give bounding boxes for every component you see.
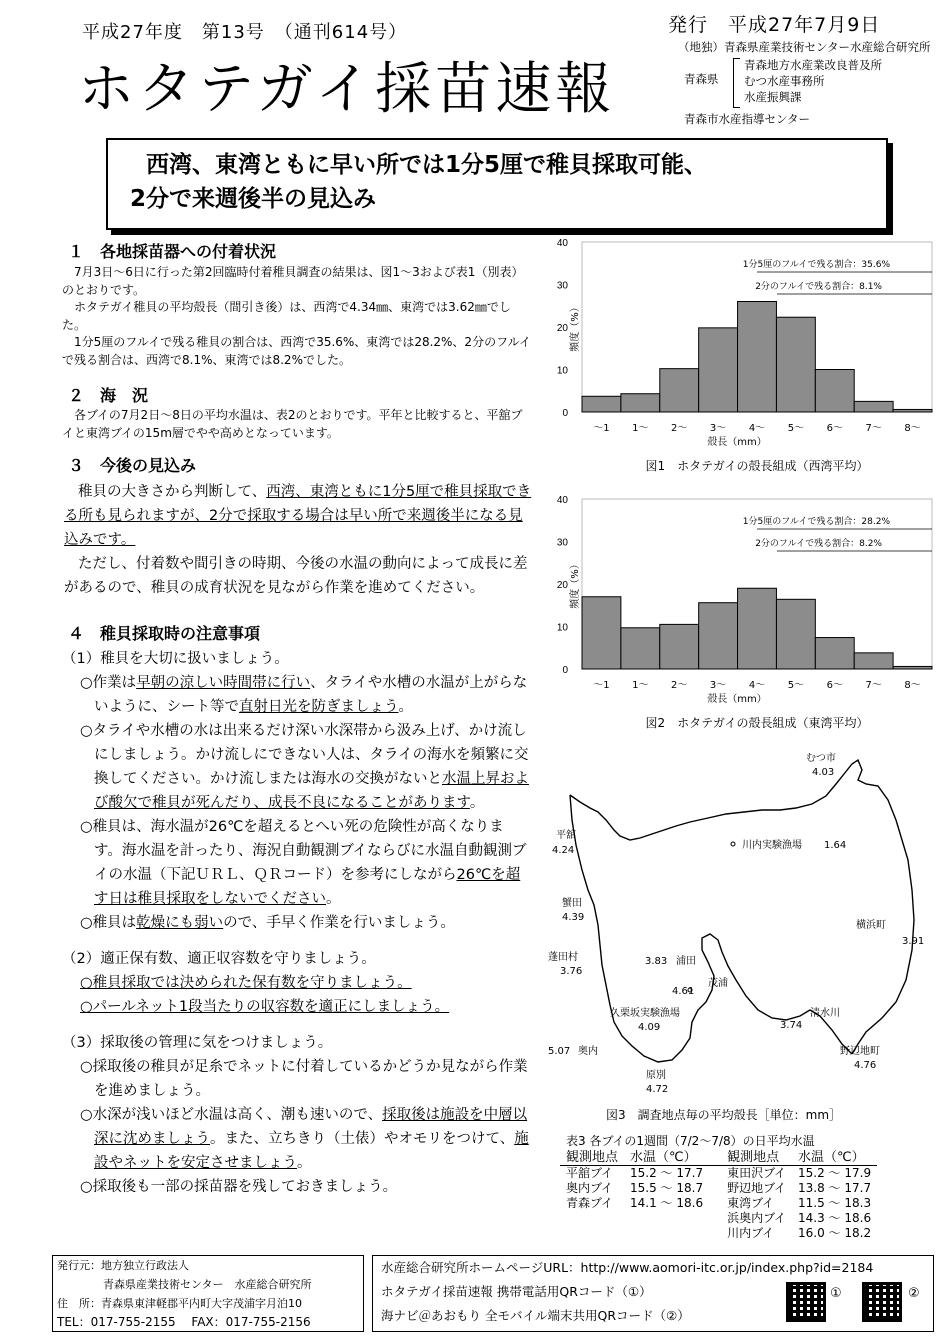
site-kawauchi-name: 川内実験漁場 bbox=[742, 840, 802, 851]
bullet-2-b: 。 bbox=[469, 795, 485, 811]
qr-code-1-icon[interactable] bbox=[786, 1282, 826, 1322]
site-mutsu-value: 4.03 bbox=[812, 767, 835, 778]
bar bbox=[699, 603, 738, 669]
table-3-header: 水温（℃） bbox=[798, 1150, 865, 1165]
bullet-1-b: 、タライや水槽の水温が上がらないように、シート等で bbox=[94, 675, 528, 715]
x-tick-label: 4～ bbox=[748, 423, 766, 434]
footer-links bbox=[372, 1255, 934, 1332]
y-tick-label: 40 bbox=[556, 238, 568, 249]
site-kuguri-value: 4.09 bbox=[638, 1022, 661, 1033]
table-cell: 14.1 ～ 18.6 bbox=[630, 1196, 704, 1210]
bullet-1-a: ○作業は bbox=[80, 675, 137, 691]
coastline-mutsu-bay-west bbox=[570, 795, 852, 1062]
table-3-title: 表3 各ブイの1週間（7/2～7/8）の日平均水温 bbox=[566, 1134, 815, 1148]
section-2-body bbox=[62, 407, 532, 442]
qr-code-1-label: ① bbox=[830, 1286, 842, 1301]
section-4-bullet-8 bbox=[76, 1103, 530, 1175]
bar bbox=[893, 666, 932, 669]
table-cell bbox=[624, 1211, 721, 1226]
table-cell bbox=[560, 1226, 624, 1241]
org-research-institute: （地独）青森県産業技術センター水産総合研究所 bbox=[678, 40, 931, 54]
y-tick-label: 20 bbox=[556, 580, 568, 591]
table-3 bbox=[560, 1150, 877, 1241]
annotation-2bu: 2分のフルイで残る割合：8.2% bbox=[755, 539, 882, 549]
bullet-8-b: 。また、立ちきり（土俵）やオモリをつけて、 bbox=[210, 1131, 515, 1147]
section-4-sub-3: （3）採取後の管理に気をつけましょう。 bbox=[62, 1035, 333, 1051]
table-cell: 川内ブイ bbox=[727, 1226, 775, 1240]
table-3-header: 観測地点 bbox=[727, 1150, 780, 1165]
table-cell: 東湾ブイ bbox=[727, 1196, 775, 1210]
bullet-1-u2: 直射日光を防ぎましょう bbox=[239, 699, 399, 715]
section-4-bullet-9: ○採取後も一部の採苗器を残しておきましょう。 bbox=[80, 1179, 398, 1195]
map-caption: 図3 調査地点毎の平均殻長［単位：mm］ bbox=[606, 1108, 842, 1122]
section-4-bullet-6: ○パールネット1段当たりの収容数を適正にしましょう。 bbox=[80, 999, 450, 1015]
site-urata-value: 3.83 bbox=[645, 956, 668, 967]
section-3-body bbox=[64, 480, 536, 600]
table-cell bbox=[624, 1226, 721, 1241]
table-cell: 浜奥内ブイ bbox=[727, 1211, 787, 1225]
bar bbox=[854, 653, 893, 669]
x-tick-label: 1～ bbox=[632, 680, 649, 691]
site-kanita-name: 蟹田 bbox=[562, 898, 582, 909]
x-tick-label: 6～ bbox=[826, 680, 843, 691]
table-cell: 11.5 ～ 18.3 bbox=[798, 1196, 872, 1210]
bar bbox=[699, 328, 738, 412]
site-harabetsu-name: 原別 bbox=[646, 1070, 666, 1081]
bar bbox=[660, 369, 699, 412]
table-cell: 東田沢ブイ bbox=[727, 1166, 787, 1180]
chart-west-bay bbox=[540, 230, 935, 480]
footer-l2: 青森県産業技術センター 水産総合研究所 bbox=[103, 1278, 312, 1291]
chart-caption: 図1 ホタテガイの殻長組成（西湾平均） bbox=[645, 459, 869, 473]
table-row bbox=[560, 1196, 877, 1211]
site-kanita-value: 4.39 bbox=[562, 912, 585, 923]
bullet-1-u1: 早朝の涼しい時間帯に行い bbox=[136, 675, 311, 691]
section-1-p1: 7月3日～6日に行った第2回臨時付着稚貝調査の結果は、図1～3および表1（別表）のとおりです。 bbox=[62, 265, 524, 297]
newsletter-title: ホタテガイ採苗速報 bbox=[78, 57, 616, 122]
bar bbox=[776, 599, 815, 669]
org-prefecture-label: 青森県 bbox=[684, 72, 719, 86]
qr-code-2-icon[interactable] bbox=[862, 1282, 902, 1322]
bar bbox=[776, 317, 815, 412]
qr-code-2-label: ② bbox=[908, 1286, 920, 1301]
x-axis-label: 殻長（mm） bbox=[707, 694, 767, 705]
section-1-p2: ホタテガイ稚貝の平均殻長（間引き後）は、西湾で4.34㎜、東湾では3.62㎜でした。 bbox=[62, 300, 511, 332]
bullet-2-a: ○タライや水槽の水は出来るだけ深い水深帯から汲み上げ、かけ流しにしましょう。かけ流しにできない人は、タライの海水を頻繁に交換してください。かけ流しまたは海水の交換がないと bbox=[80, 723, 529, 787]
section-4-bullet-3 bbox=[76, 815, 530, 911]
site-yokohama-name: 横浜町 bbox=[856, 920, 886, 931]
x-tick-label: 8～ bbox=[904, 680, 921, 691]
bullet-8-a: ○水深が浅いほど水温は高く、潮も速いので、 bbox=[80, 1107, 383, 1123]
bullet-3-b: 。 bbox=[326, 891, 341, 907]
annotation-15rin: 1分5厘のフルイで残る割合：35.6% bbox=[742, 260, 890, 270]
x-tick-label: 8～ bbox=[904, 423, 921, 434]
y-tick-label: 10 bbox=[556, 365, 568, 377]
table-cell: 15.2 ～ 17.7 bbox=[630, 1166, 704, 1180]
headline-line-2: 2分で来週後半の見込み bbox=[130, 186, 377, 212]
section-1-body bbox=[62, 264, 532, 369]
table-cell: 平舘ブイ bbox=[566, 1166, 613, 1180]
site-okunai-value: 5.07 bbox=[548, 1046, 571, 1057]
x-tick-label: ～1 bbox=[593, 680, 610, 691]
y-axis-label: 頻度（%） bbox=[570, 559, 581, 609]
table-row bbox=[560, 1226, 877, 1241]
x-tick-label: 1～ bbox=[632, 423, 649, 434]
footer-qr2-label: 海ナビ＠あおもり 全モバイル端末共用QRコード（②） bbox=[381, 1308, 690, 1323]
bar bbox=[738, 588, 777, 669]
table-cell: 15.5 ～ 18.7 bbox=[630, 1181, 704, 1195]
org-extension-office: 青森地方水産業改良普及所 bbox=[744, 58, 882, 72]
site-yomogita-name: 蓬田村 bbox=[548, 952, 578, 963]
bar bbox=[582, 396, 621, 412]
footer-url[interactable]: 水産総合研究所ホームページURL：http://www.aomori-itc.or.jp/index.php?id=2184 bbox=[381, 1260, 874, 1275]
section-2-p1: 各ブイの7月2日～8日の平均水温は、表2のとおりです。平年と比較すると、平舘ブイと東湾ブイの15m層でやや高めとなっています。 bbox=[62, 408, 523, 440]
section-3-title: ３ 今後の見込み bbox=[68, 456, 197, 475]
table-cell: 13.8 ～ 17.7 bbox=[798, 1181, 872, 1195]
y-tick-label: 30 bbox=[556, 280, 568, 292]
org-promotion-division: 水産振興課 bbox=[744, 90, 802, 104]
y-tick-label: 0 bbox=[562, 665, 568, 676]
y-tick-label: 0 bbox=[562, 408, 568, 419]
section-3-p2: ただし、付着数や間引きの時期、今後の水温の動向によって成長に差があるので、稚貝の成育状況を見ながら作業を進めてください。 bbox=[64, 556, 528, 596]
section-2-title: ２ 海 況 bbox=[68, 386, 149, 405]
site-noheji-name: 野辺地町 bbox=[840, 1046, 880, 1057]
bullet-8-c: 。 bbox=[297, 1155, 312, 1171]
site-kuguri-name: 久栗坂実験漁場 bbox=[610, 1008, 680, 1019]
x-axis-label: 殻長（mm） bbox=[707, 437, 767, 448]
footer-l4: TEL：017-755-2155 FAX：017-755-2156 bbox=[57, 1315, 311, 1329]
org-bracket bbox=[733, 58, 740, 108]
bullet-1-c: 。 bbox=[398, 699, 413, 715]
headline-line-1: 西湾、東湾ともに早い所では1分5厘で稚貝採取可能、 bbox=[146, 152, 708, 178]
y-axis-label: 頻度（%） bbox=[570, 302, 581, 352]
bullet-4-u: 乾燥にも弱い bbox=[136, 915, 224, 931]
table-3-header: 水温（℃） bbox=[630, 1150, 697, 1165]
site-okunai-name: 奥内 bbox=[578, 1046, 598, 1057]
table-cell: 16.0 ～ 18.2 bbox=[798, 1226, 872, 1240]
org-mutsu-office: むつ水産事務所 bbox=[744, 74, 825, 88]
site-shimizugawa-name: 清水川 bbox=[810, 1008, 840, 1019]
bar bbox=[815, 638, 854, 669]
table-row bbox=[560, 1181, 877, 1196]
y-tick-label: 30 bbox=[556, 537, 568, 549]
site-kawauchi-value: 1.64 bbox=[824, 840, 847, 851]
x-tick-label: 2～ bbox=[671, 680, 688, 691]
site-yokohama-value: 3.91 bbox=[902, 936, 925, 947]
section-4-bullet-7: ○採取後の稚貝が足糸でネットに付着しているかどうか見ながら作業を進めましょう。 bbox=[80, 1059, 528, 1099]
bar bbox=[582, 597, 621, 669]
x-tick-label: 4～ bbox=[748, 680, 766, 691]
site-harabetsu-value: 4.72 bbox=[646, 1084, 669, 1095]
site-noheji-value: 4.76 bbox=[854, 1060, 877, 1071]
table-3-header-row bbox=[560, 1150, 877, 1166]
x-tick-label: 2～ bbox=[671, 423, 688, 434]
site-shimizugawa-value: 3.74 bbox=[780, 1020, 803, 1031]
bar bbox=[893, 409, 932, 412]
x-tick-label: 7～ bbox=[865, 423, 882, 434]
x-tick-label: 6～ bbox=[826, 423, 843, 434]
section-3-p1-lead: 稚貝の大きさから判断して、 bbox=[78, 484, 267, 500]
section-3-p1-emphasis: 西湾、東湾ともに1分5厘で稚貝採取できる所も見られますが、2分で採取する場合は早い所で来週後半になる見込みです。 bbox=[64, 484, 532, 548]
section-4-bullet-4 bbox=[76, 911, 530, 935]
table-cell: 青森ブイ bbox=[566, 1196, 613, 1210]
section-3-p1 bbox=[64, 480, 536, 552]
x-tick-label: 5～ bbox=[787, 680, 805, 691]
site-urata-name: 浦田 bbox=[676, 956, 696, 967]
bullet-8-u1: 採取後は施設を中層以深に沈めましょう bbox=[94, 1107, 528, 1147]
section-1-p3: 1分5厘のフルイで残る稚貝の割合は、西湾で35.6%、東湾では28.2%、2分のフルイで残る割合は、西湾で8.1%、東湾では8.2%でした。 bbox=[62, 335, 531, 367]
section-1-title: １ 各地採苗器への付着状況 bbox=[68, 242, 277, 261]
bullet-4-a: ○稚貝は bbox=[80, 915, 137, 931]
table-cell bbox=[560, 1211, 624, 1226]
bar bbox=[738, 302, 777, 413]
issue-date: 発行 平成27年7月9日 bbox=[668, 14, 881, 36]
footer-l3: 住 所：青森県東津軽郡平内町大字茂浦字月泊10 bbox=[57, 1297, 302, 1310]
table-3-body bbox=[560, 1166, 877, 1242]
headline-box bbox=[106, 138, 888, 230]
footer-publisher bbox=[52, 1255, 364, 1332]
table-row bbox=[560, 1211, 877, 1226]
y-tick-label: 20 bbox=[556, 323, 568, 334]
x-tick-label: ～1 bbox=[593, 423, 610, 434]
org-city-center: 青森市水産指導センター bbox=[684, 112, 811, 126]
section-4-bullet-1 bbox=[76, 671, 530, 719]
table-3-header: 観測地点 bbox=[566, 1150, 619, 1165]
footer-qr1-label: ホタテガイ採苗速報 携帯電話用QRコード（①） bbox=[381, 1284, 652, 1299]
bullet-4-b: ので、手早く作業を行いましょう。 bbox=[223, 915, 455, 931]
table-cell: 14.3 ～ 18.6 bbox=[798, 1211, 872, 1225]
section-4-sub-1: （1）稚貝を大切に扱いましょう。 bbox=[62, 651, 289, 667]
bar bbox=[854, 401, 893, 412]
section-4-title: ４ 稚貝採取時の注意事項 bbox=[68, 624, 261, 643]
bar bbox=[660, 624, 699, 669]
x-tick-label: 7～ bbox=[865, 680, 882, 691]
y-tick-label: 40 bbox=[556, 495, 568, 506]
bullet-8-u2: 施設やネットを安定させましょう bbox=[94, 1131, 529, 1171]
bar bbox=[621, 394, 660, 412]
site-marker-kawauchi bbox=[731, 842, 735, 846]
annotation-2bu: 2分のフルイで残る割合：8.1% bbox=[755, 282, 882, 292]
site-moura-value: 4.61 bbox=[672, 986, 695, 997]
bullet-3-u: 26℃を超す日は稚貝採取をしないでください bbox=[94, 867, 521, 907]
annotation-15rin: 1分5厘のフルイで残る割合：28.2% bbox=[742, 517, 890, 527]
site-hiradate-name: 平舘 bbox=[556, 830, 576, 841]
table-cell: 奥内ブイ bbox=[566, 1181, 613, 1195]
table-cell: 15.2 ～ 17.9 bbox=[798, 1166, 872, 1180]
chart-caption: 図2 ホタテガイの殻長組成（東湾平均） bbox=[645, 716, 869, 730]
footer-l1: 発行元：地方独立行政法人 bbox=[57, 1259, 189, 1272]
y-tick-label: 10 bbox=[556, 622, 568, 634]
x-tick-label: 3～ bbox=[709, 680, 727, 691]
section-4-body bbox=[62, 647, 530, 1199]
bullet-3-a: ○稚貝は、海水温が26℃を超えるとへい死の危険性が高くなります。海水温を計ったり、海況自動観測ブイならびに水温自動観測ブイの水温（下記ＵＲＬ、ＱＲコード）を参考にしながら bbox=[80, 819, 527, 883]
site-yomogita-value: 3.76 bbox=[560, 966, 583, 977]
x-tick-label: 5～ bbox=[787, 423, 805, 434]
x-tick-label: 3～ bbox=[709, 423, 727, 434]
section-4-bullet-2 bbox=[76, 719, 530, 815]
bar bbox=[815, 370, 854, 413]
site-hiradate-value: 4.24 bbox=[552, 845, 575, 856]
bar bbox=[621, 628, 660, 669]
issue-number: 平成27年度 第13号 （通刊614号） bbox=[82, 22, 408, 43]
chart-east-bay bbox=[540, 487, 935, 737]
section-4-sub-2: （2）適正保有数、適正収容数を守りましょう。 bbox=[62, 951, 376, 967]
table-row bbox=[560, 1166, 877, 1182]
table-cell: 野辺地ブイ bbox=[727, 1181, 787, 1195]
section-4-bullet-5: ○稚貝採取では決められた保有数を守りましょう。 bbox=[80, 975, 412, 991]
site-moura-name: 茂浦 bbox=[708, 978, 728, 989]
site-mutsu-name: むつ市 bbox=[806, 753, 836, 764]
bullet-2-u: 水温上昇および酸欠で稚貝が死んだり、成長不良になることがあります bbox=[94, 771, 529, 811]
